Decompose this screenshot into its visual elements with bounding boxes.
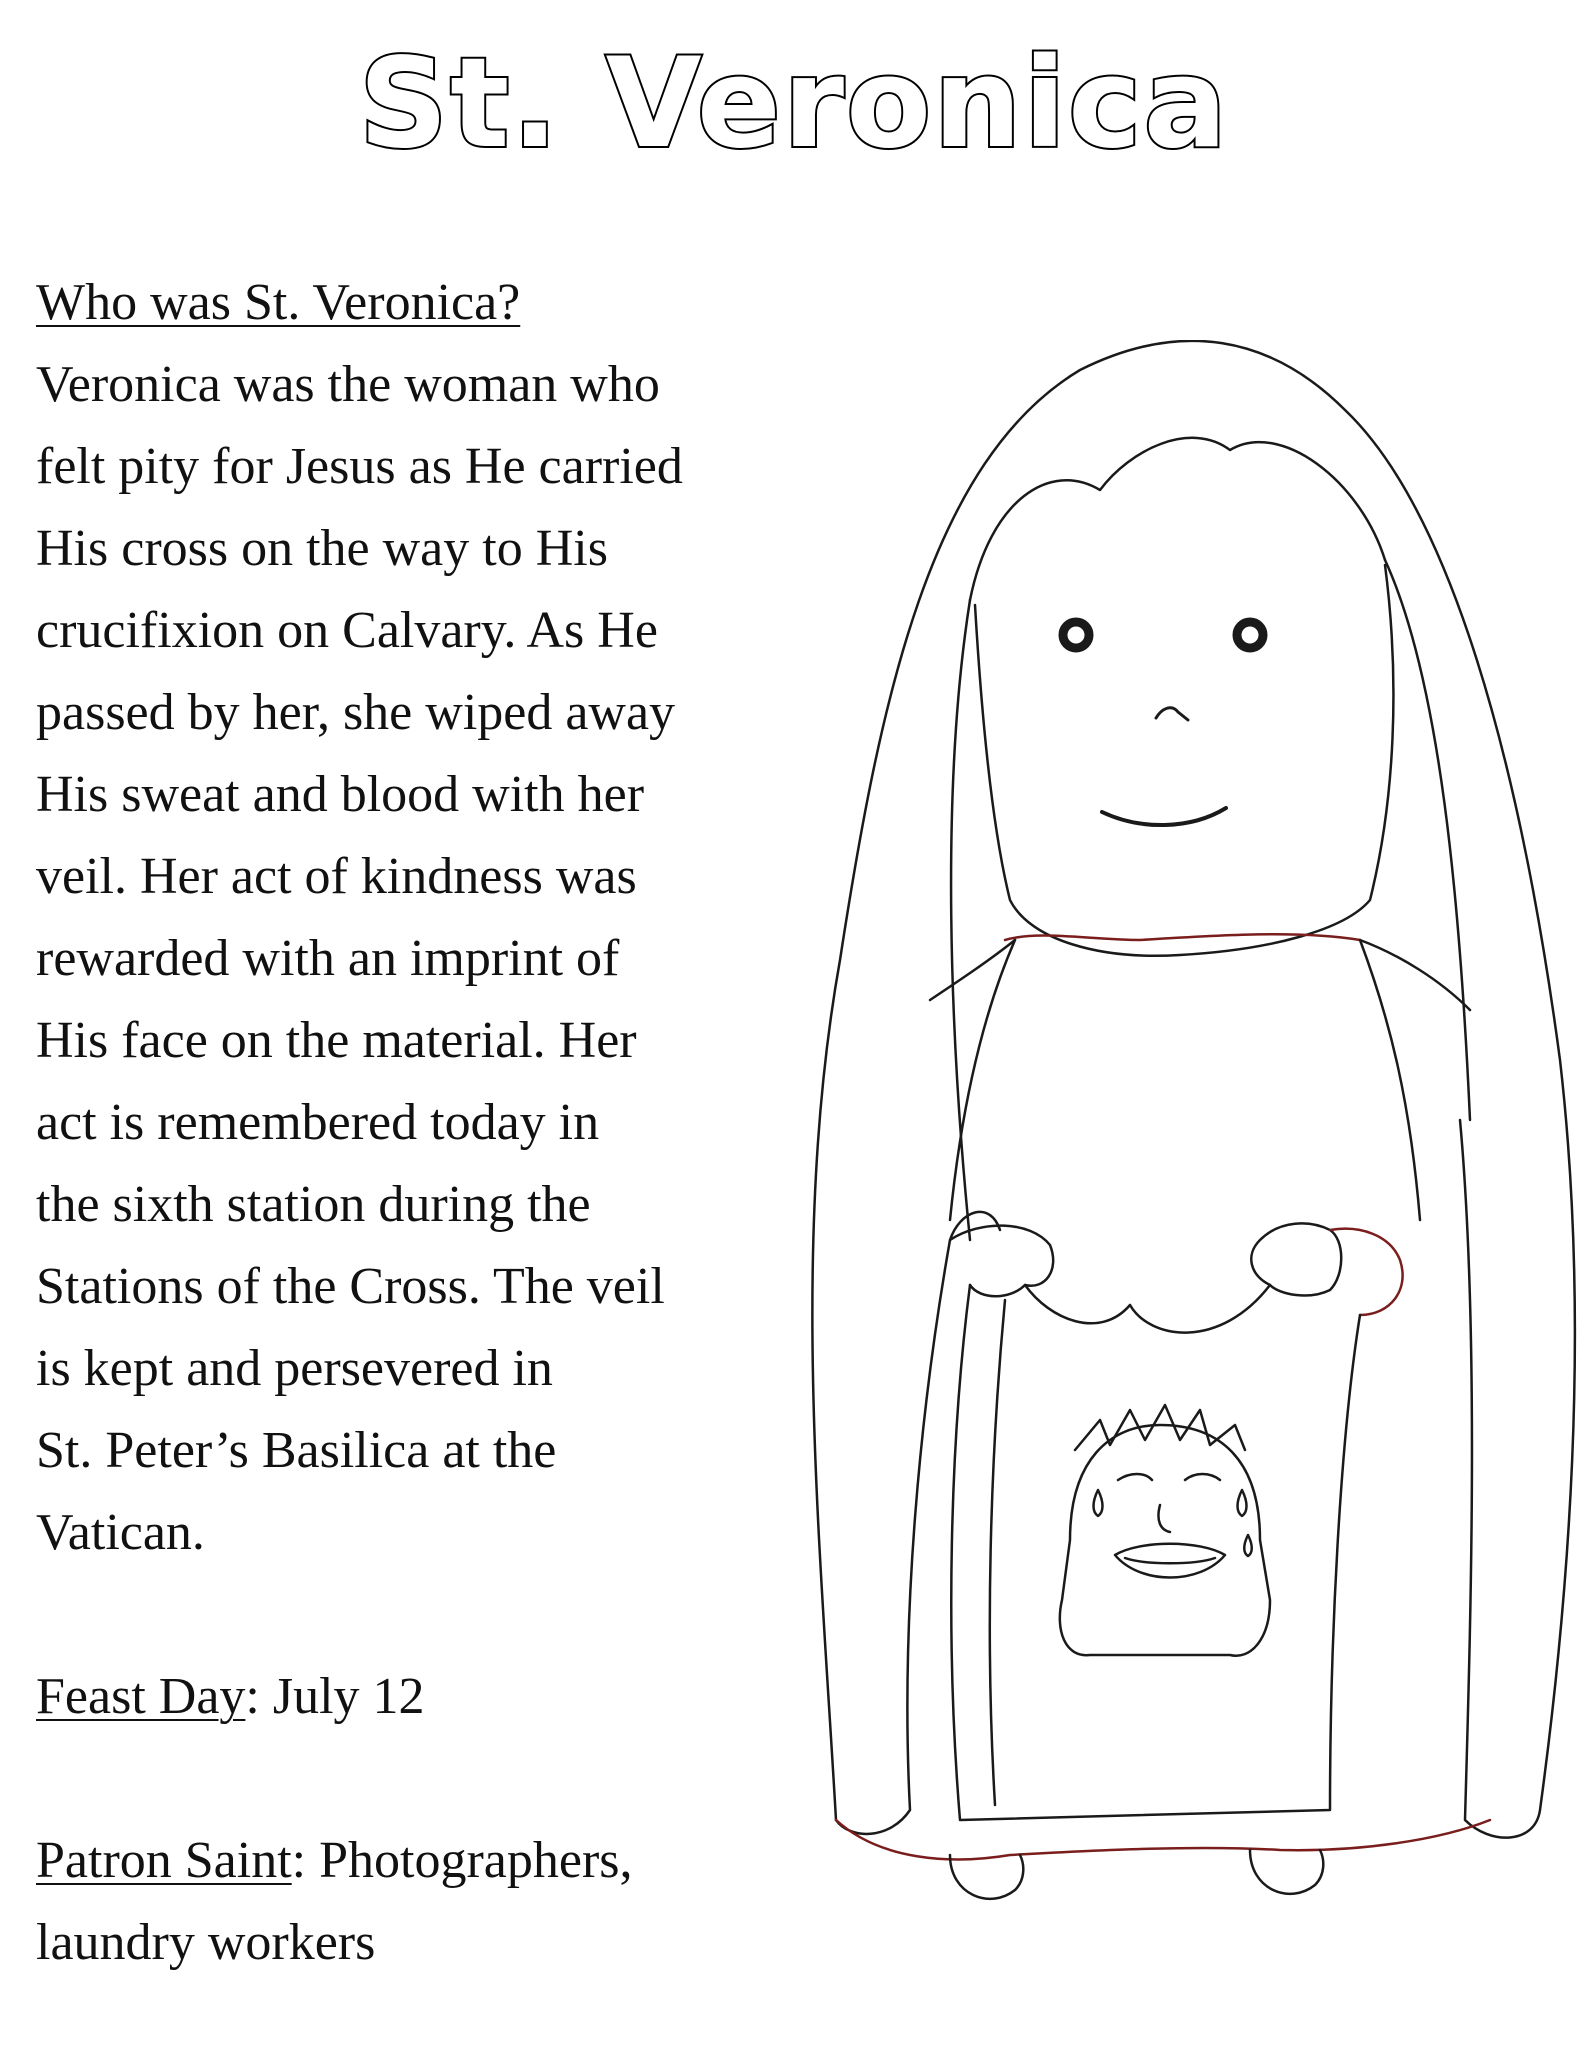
right-eye-icon [1237,622,1263,648]
veil-cloth-inner [990,1300,1005,1805]
left-eye-icon [1063,622,1089,648]
body-line: Veronica was the woman who [36,356,660,413]
body-line: His sweat and blood with her [36,766,645,823]
bodice-scallop [1025,1285,1270,1333]
patron-saint-label: Patron Saint [36,1832,292,1889]
body-line: St. Peter’s Basilica at the [36,1422,557,1479]
body-line: Stations of the Cross. The veil [36,1258,665,1315]
body-line: veil. Her act of kindness was [36,848,637,905]
right-hand [1251,1223,1341,1295]
body-line: rewarded with an imprint of [36,930,620,987]
body-line: felt pity for Jesus as He carried [36,438,683,495]
right-foot [1250,1850,1323,1894]
patron-saint-value-cont: laundry workers [36,1914,376,1971]
body-line: passed by her, she wiped away [36,684,676,741]
page-title: St. Veronica [358,32,1230,176]
section-heading: Who was St. Veronica? [36,274,521,331]
body-line: crucifixion on Calvary. As He [36,602,658,659]
left-foot [950,1855,1023,1899]
face-outline [975,565,1393,956]
veil-cloth [951,1285,1360,1820]
st-veronica-figure-icon [800,340,1580,2040]
nose-icon [1156,708,1188,720]
patron-saint [36,1820,816,1902]
feast-day-value: : July 12 [245,1668,425,1725]
patron-saint-value: : Photographers, [291,1832,633,1889]
body-line: His cross on the way to His [36,520,608,577]
veil-inner-right [1385,560,1470,1120]
dress-hem [836,1820,1490,1859]
left-hand [950,1226,1053,1297]
face-imprint-icon [1060,1405,1270,1656]
veil-left-fold [836,1212,1000,1834]
feast-day [36,1656,816,1738]
body-line: is kept and persevered in [36,1340,553,1397]
mouth-icon [1102,808,1226,825]
spacer [36,1738,816,1820]
saint-info [36,262,816,1984]
body-line: the sixth station during the [36,1176,591,1233]
spacer [36,1574,816,1656]
body-line: His face on the material. Her [36,1012,637,1069]
feast-day-label: Feast Day [36,1668,246,1725]
hair-outline [970,438,1385,600]
body-line: Vatican. [36,1504,205,1561]
veil-outline [812,341,1574,1838]
dress-bodice [950,940,1420,1220]
body-line: act is remembered today in [36,1094,600,1151]
